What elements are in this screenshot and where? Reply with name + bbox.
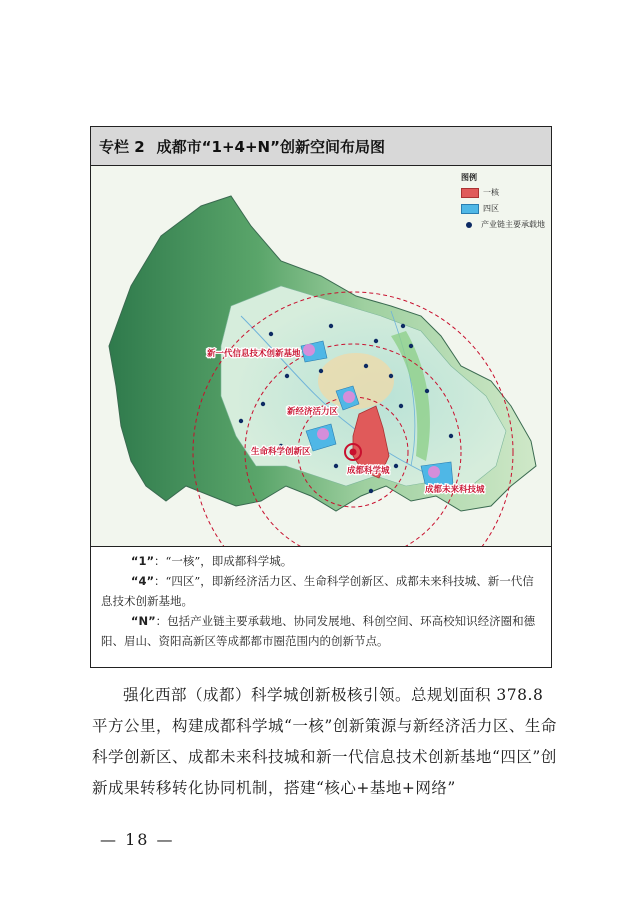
node-dot	[425, 389, 429, 393]
box-title	[91, 127, 551, 166]
marker-future-tech	[428, 466, 440, 478]
node-dot	[334, 464, 338, 468]
legend-title: 图例	[461, 173, 477, 182]
marker-new-economy	[343, 391, 355, 403]
note-n-text: ：包括产业链主要承载地、协同发展地、科创空间、环高校知识经济圈和德阳、眉山、资阳高新区等成都都市圈范围内的创新节点。	[101, 614, 536, 648]
node-dot	[389, 374, 393, 378]
box-title-text: 成都市“1+4+N”创新空间布局图	[156, 137, 385, 156]
node-dot	[239, 419, 243, 423]
label-info-tech: 新一代信息技术创新基地	[207, 349, 301, 359]
node-dot	[394, 464, 398, 468]
box-notes	[91, 547, 551, 651]
note-4-text: ：“四区”，即新经济活力区、生命科学创新区、成都未来科技城、新一代信息技术创新基地。	[101, 574, 534, 608]
node-dot	[285, 374, 289, 378]
node-dot	[449, 434, 453, 438]
label-life-science: 生命科学创新区	[251, 447, 311, 457]
label-new-economy: 新经济活力区	[287, 407, 339, 417]
body-text	[92, 680, 562, 804]
node-dot	[369, 489, 373, 493]
note-n-key: “N”	[130, 614, 156, 628]
node-dot	[261, 402, 265, 406]
node-dot	[319, 369, 323, 373]
legend-core-swatch	[461, 188, 479, 198]
box-title-number: 专栏 2	[99, 137, 145, 156]
node-dot	[409, 344, 413, 348]
note-1-text: ：“一核”，即成都科学城。	[154, 554, 293, 568]
note-4-key: “4”	[130, 574, 155, 588]
map-legend	[461, 172, 551, 235]
node-dot	[269, 332, 273, 336]
note-4	[101, 571, 541, 611]
legend-nodes-label: 产业链主要承载地	[481, 220, 545, 229]
note-1-key: “1”	[130, 554, 155, 568]
marker-life-science	[317, 428, 329, 440]
node-dot	[399, 404, 403, 408]
node-dot	[401, 324, 405, 328]
legend-nodes-dot	[466, 222, 472, 228]
marker-info-tech	[303, 344, 315, 356]
legend-core-label: 一核	[483, 188, 499, 197]
sidebar-box	[90, 126, 552, 668]
legend-zones	[461, 203, 551, 214]
node-dot	[374, 339, 378, 343]
note-n	[101, 611, 541, 651]
legend-zones-swatch	[461, 204, 479, 214]
label-future-tech: 成都未来科技城	[425, 485, 485, 495]
innovation-map	[91, 166, 551, 547]
note-1	[101, 551, 541, 571]
legend-zones-label: 四区	[483, 204, 499, 213]
legend-core	[461, 187, 551, 198]
body-paragraph: 强化西部（成都）科学城创新极核引领。总规划面积 378.8 平方公里，构建成都科学城“一核”创新策源与新经济活力区、生命科学创新区、成都未来科技城和新一代信息技术创新基地“四区”创新成果转移转化协同机制，搭建“核心+基地+网络”	[92, 686, 557, 797]
legend-nodes	[461, 219, 551, 230]
node-dot	[364, 364, 368, 368]
core-target-dot	[350, 449, 357, 456]
page-number: — 18 —	[100, 830, 175, 849]
label-science-city: 成都科学城	[347, 466, 390, 476]
node-dot	[329, 324, 333, 328]
